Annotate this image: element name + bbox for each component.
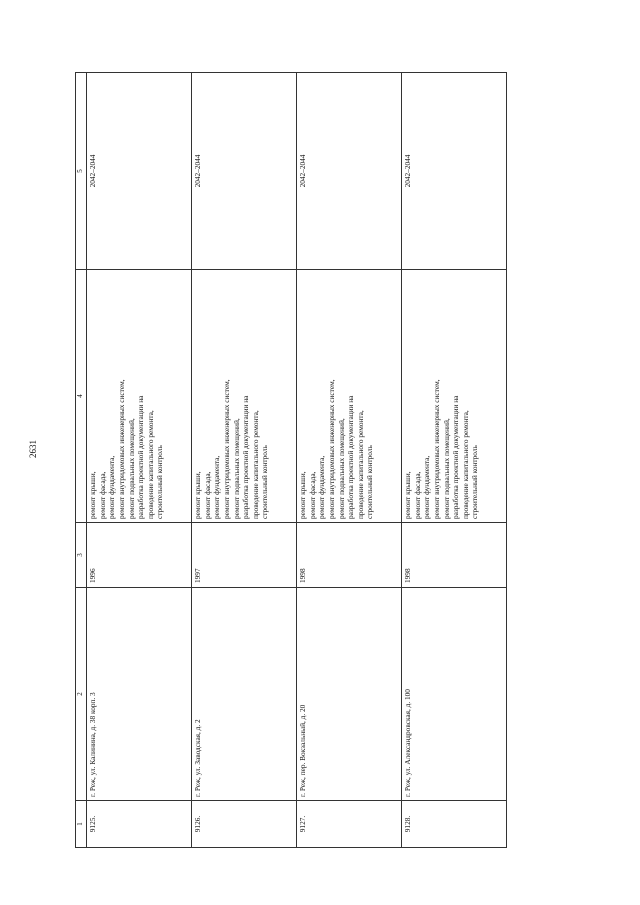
table-row bbox=[192, 73, 297, 848]
row-address: г. Реж, ул. Александровская, д. 100 bbox=[402, 588, 507, 801]
work-item: ремонт фундамента, bbox=[317, 455, 327, 519]
work-item: ремонт внутридомовых инженерных систем, bbox=[326, 379, 336, 519]
work-item: проведение капитального ремонта, bbox=[250, 410, 260, 519]
row-address: г. Реж, ул. Заводская, д. 2 bbox=[192, 588, 297, 801]
row-year: 1998 bbox=[297, 523, 402, 588]
column-header-5: 5 bbox=[76, 73, 87, 270]
work-item: ремонт крыши, bbox=[193, 471, 202, 519]
table-row bbox=[87, 73, 192, 848]
column-header-1: 1 bbox=[76, 801, 87, 848]
work-item: ремонт крыши, bbox=[403, 471, 412, 519]
work-item: строительный контроль bbox=[365, 445, 375, 519]
table-row bbox=[297, 73, 402, 848]
table-row bbox=[402, 73, 507, 848]
work-item: ремонт фундамента, bbox=[107, 455, 117, 519]
table-header-row bbox=[76, 73, 87, 848]
rotated-page-content bbox=[75, 78, 509, 848]
work-item: ремонт подвальных помещений, bbox=[441, 418, 451, 519]
work-item: разработка проектной документации на bbox=[241, 395, 251, 519]
page-number-wrap bbox=[0, 0, 38, 458]
work-item: ремонт внутридомовых инженерных систем, bbox=[116, 379, 126, 519]
work-item: ремонт фасада, bbox=[97, 471, 107, 519]
work-item: разработка проектной документации на bbox=[136, 395, 146, 519]
row-works bbox=[402, 270, 507, 523]
work-item: разработка проектной документации на bbox=[346, 395, 356, 519]
work-item: ремонт фасада, bbox=[412, 471, 422, 519]
work-item: строительный контроль bbox=[470, 445, 480, 519]
row-period: 2042–2044 bbox=[402, 73, 507, 270]
work-item: строительный контроль bbox=[260, 445, 270, 519]
work-item: проведение капитального ремонта, bbox=[460, 410, 470, 519]
work-item: ремонт крыши, bbox=[88, 471, 97, 519]
row-period: 2042–2044 bbox=[192, 73, 297, 270]
row-works bbox=[192, 270, 297, 523]
column-header-4: 4 bbox=[76, 270, 87, 523]
row-year: 1997 bbox=[192, 523, 297, 588]
row-works bbox=[87, 270, 192, 523]
row-number: 9125. bbox=[87, 801, 192, 848]
work-item: ремонт подвальных помещений, bbox=[231, 418, 241, 519]
row-year: 1996 bbox=[87, 523, 192, 588]
column-header-3: 3 bbox=[76, 523, 87, 588]
work-item: проведение капитального ремонта, bbox=[145, 410, 155, 519]
column-header-2: 2 bbox=[76, 588, 87, 801]
row-works bbox=[297, 270, 402, 523]
work-item: проведение капитального ремонта, bbox=[355, 410, 365, 519]
row-number: 9126. bbox=[192, 801, 297, 848]
page-number: 2631 bbox=[28, 440, 38, 458]
work-item: разработка проектной документации на bbox=[451, 395, 461, 519]
row-period: 2042–2044 bbox=[87, 73, 192, 270]
work-item: ремонт подвальных помещений, bbox=[336, 418, 346, 519]
work-item: ремонт внутридомовых инженерных систем, bbox=[431, 379, 441, 519]
capital-repair-table bbox=[75, 72, 507, 848]
work-item: ремонт фасада, bbox=[307, 471, 317, 519]
work-item: ремонт фундамента, bbox=[212, 455, 222, 519]
row-number: 9127. bbox=[297, 801, 402, 848]
work-item: ремонт фасада, bbox=[202, 471, 212, 519]
row-period: 2042–2044 bbox=[297, 73, 402, 270]
work-item: ремонт подвальных помещений, bbox=[126, 418, 136, 519]
work-item: ремонт крыши, bbox=[298, 471, 307, 519]
work-item: строительный контроль bbox=[155, 445, 165, 519]
work-item: ремонт внутридомовых инженерных систем, bbox=[221, 379, 231, 519]
work-item: ремонт фундамента, bbox=[422, 455, 432, 519]
row-address: г. Реж, пер. Вокзальный, д. 20 bbox=[297, 588, 402, 801]
row-year: 1998 bbox=[402, 523, 507, 588]
row-number: 9128. bbox=[402, 801, 507, 848]
row-address: г. Реж, ул. Калинина, д. 38 корп. 3 bbox=[87, 588, 192, 801]
